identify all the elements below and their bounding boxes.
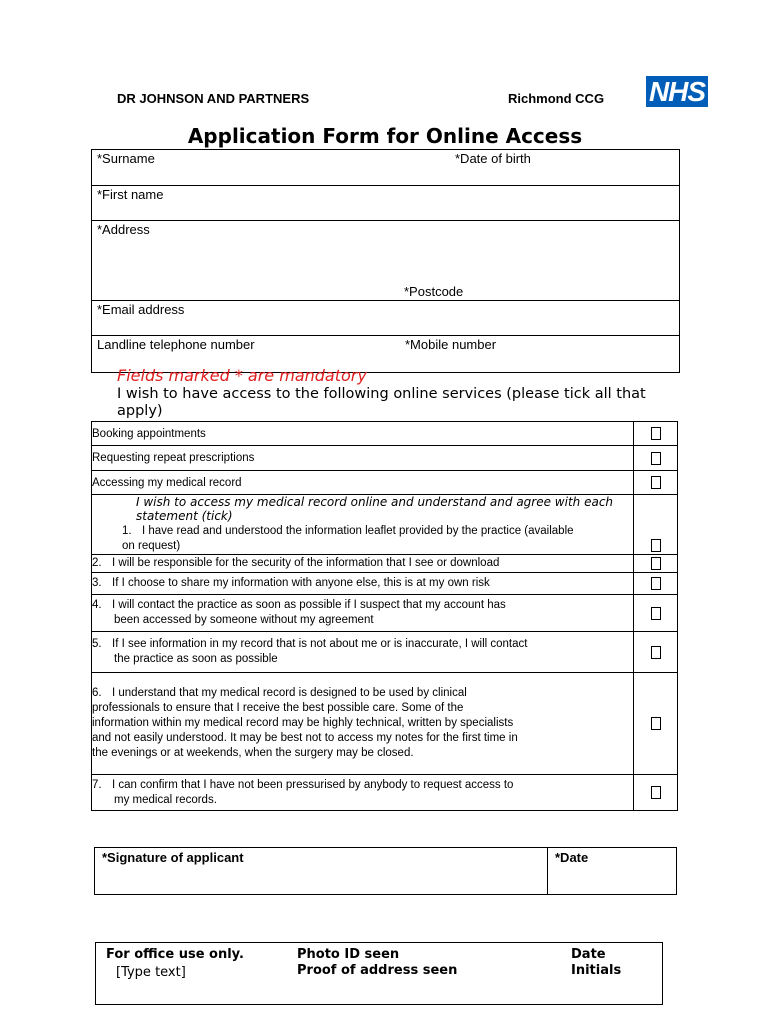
statement-text: I will be responsible for the security of the information that I see or download: [112, 557, 500, 569]
statement-4-cell: [92, 595, 634, 632]
office-heading: For office use only.: [106, 947, 244, 962]
statement-number: 5.: [92, 638, 102, 650]
mobile-label: *Mobile number: [405, 337, 497, 352]
statement-7-checkbox[interactable]: [634, 775, 678, 811]
type-text-placeholder[interactable]: [Type text]: [116, 965, 186, 980]
address-label: *Address: [97, 222, 150, 237]
statement-text: my medical records.: [114, 793, 217, 806]
statement-number: 6.: [92, 687, 102, 699]
checkbox-icon: [651, 557, 661, 570]
statement-text: been accessed by someone without my agreement: [114, 614, 374, 626]
statement-6-cell: [92, 673, 634, 775]
statement-text: If I choose to share my information with anyone else, this is at my own risk: [112, 577, 490, 589]
statement-2-cell: [92, 555, 634, 573]
statement-text: on request): [122, 540, 181, 552]
services-intro: I wish to have access to the following online services (please tick all that apply): [117, 386, 646, 419]
statement-text: If I see information in my record that is not about me or is inaccurate, I will contact: [112, 638, 528, 650]
statement-5-cell: [92, 632, 634, 673]
checkbox-icon: [651, 577, 661, 590]
statement-6-checkbox[interactable]: [634, 673, 678, 775]
practice-name: DR JOHNSON AND PARTNERS: [117, 91, 310, 106]
office-initials-label: Initials: [571, 963, 622, 978]
checkbox-icon: [651, 452, 661, 465]
statement-3-checkbox[interactable]: [634, 573, 678, 595]
service-booking: Booking appointments: [92, 422, 634, 446]
statement-number: 3.: [92, 577, 102, 589]
checkbox-icon: [651, 476, 661, 489]
statement-4-checkbox[interactable]: [634, 595, 678, 632]
form-title: Application Form for Online Access: [187, 124, 583, 148]
signature-date-label: *Date: [555, 850, 589, 865]
service-booking-checkbox[interactable]: [634, 422, 678, 446]
personal-details-table: [91, 149, 680, 373]
service-prescriptions-checkbox[interactable]: [634, 446, 678, 471]
nhs-logo: NHS: [646, 76, 708, 107]
checkbox-icon: [651, 539, 661, 552]
statement-3-cell: [92, 573, 634, 595]
email-field[interactable]: [92, 301, 680, 336]
statement-text: I understand that my medical record is designed to be used by clinical: [112, 687, 467, 699]
statement-text: the practice as soon as possible: [114, 653, 278, 665]
first-name-field[interactable]: [92, 186, 680, 221]
office-date-label: Date: [571, 947, 606, 962]
statement-text: I will contact the practice as soon as possible if I suspect that my account has: [112, 599, 506, 611]
signature-field[interactable]: [95, 848, 548, 895]
service-prescriptions: Requesting repeat prescriptions: [92, 446, 634, 471]
statement-text: information within my medical record may be highly technical, written by specialists: [92, 717, 514, 729]
signature-table: [94, 847, 677, 895]
agreement-intro: I wish to access my medical record online and understand and agree with each statement (tick): [136, 495, 614, 523]
statement-text: I can confirm that I have not been pressurised by anybody to request access to: [112, 778, 514, 791]
service-medical-record: Accessing my medical record: [92, 471, 634, 495]
services-table: [91, 421, 678, 811]
statement-1-checkbox[interactable]: [634, 495, 678, 555]
signature-date-field[interactable]: [548, 848, 677, 895]
checkbox-icon: [651, 717, 661, 730]
checkbox-icon: [651, 427, 661, 440]
statement-number: 4.: [92, 599, 102, 611]
statement-1-cell: [92, 495, 634, 555]
ccg-name: Richmond CCG: [508, 91, 605, 106]
surname-field[interactable]: [92, 150, 680, 186]
statement-number: 7.: [92, 778, 102, 791]
photo-id-label: Photo ID seen: [297, 947, 400, 962]
statement-7-cell: [92, 775, 634, 811]
signature-label: *Signature of applicant: [102, 850, 244, 865]
statement-number: 2.: [92, 557, 102, 569]
statement-text: I have read and understood the information leaflet provided by the practice (available: [142, 525, 574, 537]
statement-5-checkbox[interactable]: [634, 632, 678, 673]
statement-text: and not easily understood. It may be best not to access my notes for the first time in: [92, 732, 518, 744]
first-name-label: *First name: [97, 187, 164, 202]
surname-label: *Surname: [97, 151, 155, 166]
email-label: *Email address: [97, 302, 185, 317]
office-use-box: [95, 942, 663, 1005]
address-field[interactable]: [92, 221, 680, 301]
checkbox-icon: [651, 646, 661, 659]
statement-2-checkbox[interactable]: [634, 555, 678, 573]
service-medical-record-checkbox[interactable]: [634, 471, 678, 495]
statement-number: 1.: [122, 525, 132, 537]
statement-text: professionals to ensure that I receive the best possible care. Some of the: [92, 702, 464, 714]
mandatory-note: Fields marked * are mandatory: [117, 366, 367, 385]
statement-text: the evenings or at weekends, when the surgery may be closed.: [92, 747, 414, 759]
landline-label: Landline telephone number: [97, 337, 255, 352]
proof-address-label: Proof of address seen: [297, 963, 458, 978]
checkbox-icon: [651, 786, 661, 799]
postcode-label: *Postcode: [404, 284, 464, 299]
checkbox-icon: [651, 607, 661, 620]
dob-label: *Date of birth: [455, 151, 531, 166]
